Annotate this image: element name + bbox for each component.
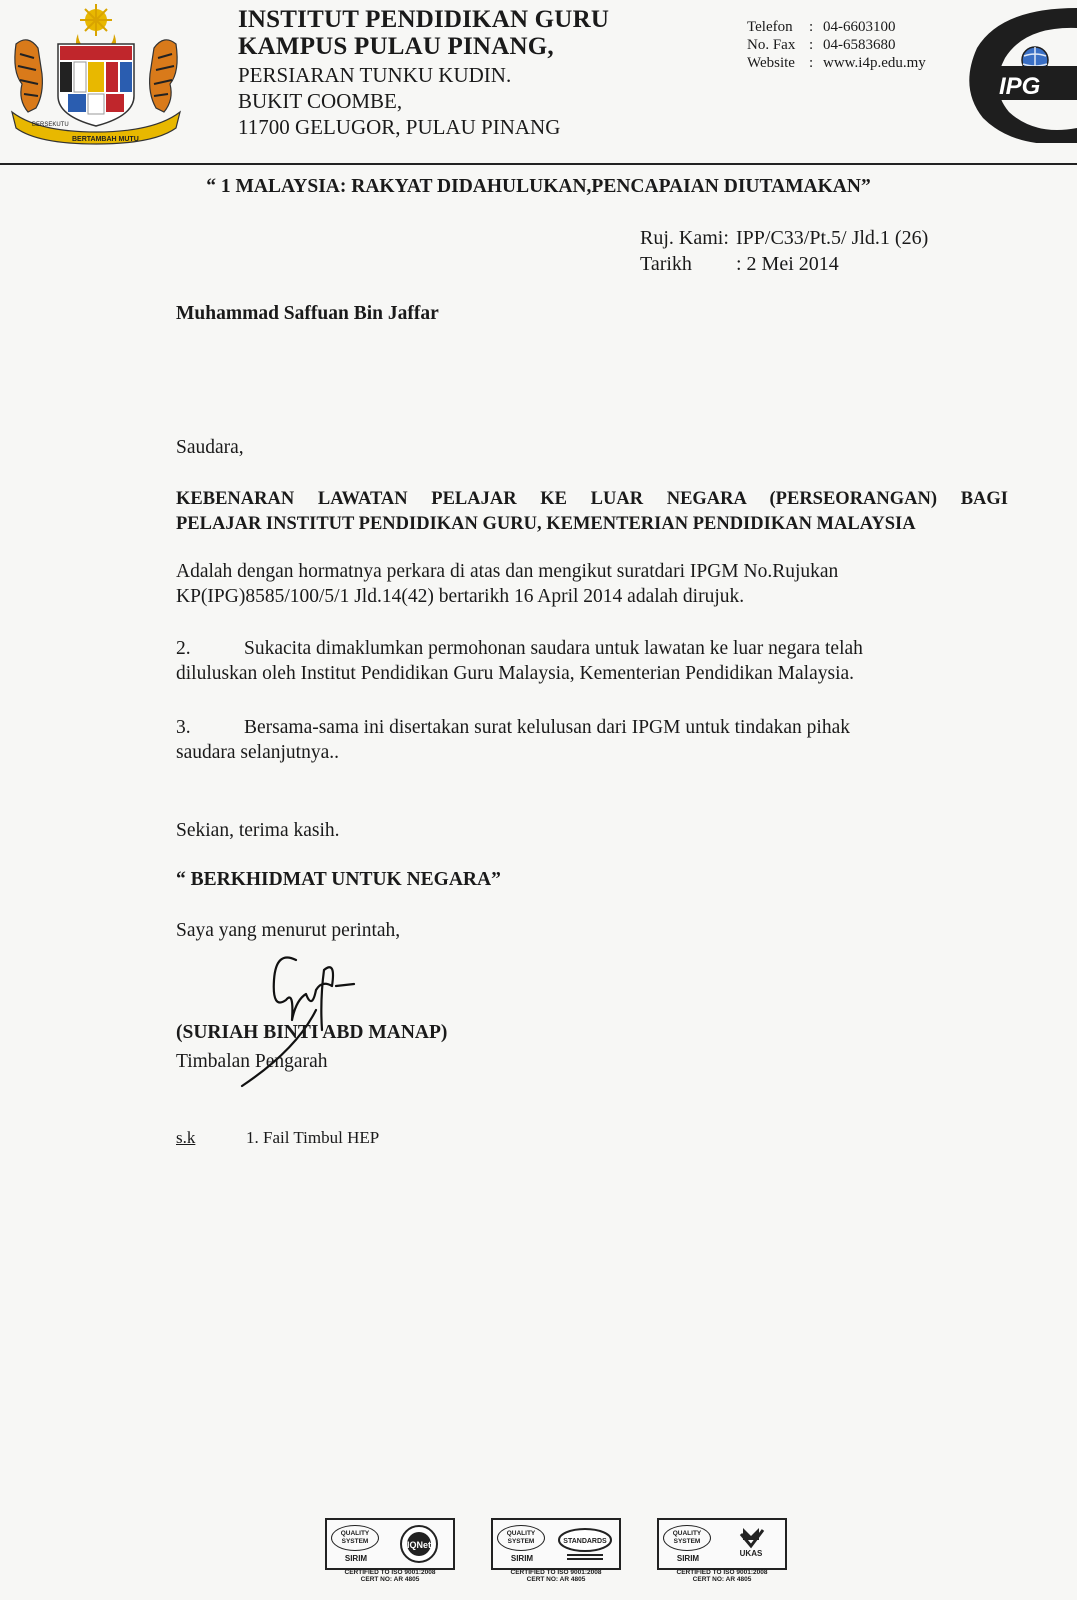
- telefon-value: 04-6603100: [823, 19, 896, 35]
- paragraph-1: [176, 559, 1008, 609]
- letterhead-divider: [0, 163, 1077, 165]
- carbon-copy-list: [176, 1128, 379, 1148]
- standards-malaysia-logo: [557, 1524, 613, 1564]
- malaysia-coat-of-arms-emblem: [8, 4, 184, 150]
- fax-label: No. Fax: [747, 37, 796, 53]
- ukas-logo: [723, 1524, 779, 1564]
- paragraph-3: [176, 715, 1008, 765]
- institution-name-line1: INSTITUT PENDIDIKAN GURU: [238, 6, 610, 33]
- recipient-name: Muhammad Saffuan Bin Jaffar: [176, 303, 439, 324]
- subject-line2: PELAJAR INSTITUT PENDIDIKAN GURU, KEMENTERIAN PENDIDIKAN MALAYSIA: [176, 514, 916, 534]
- institution-address: [238, 62, 560, 140]
- paragraph-2-line2: diluluskan oleh Institut Pendidikan Guru Malaysia, Kementerian Pendidikan Malaysia.: [176, 663, 855, 684]
- address-line2: BUKIT COOMBE,: [238, 89, 403, 113]
- website-label: Website: [747, 55, 795, 71]
- ipg-logo: [965, 8, 1077, 143]
- paragraph-3-line1: Bersama-sama ini disertakan surat kelulusan dari IPGM untuk tindakan pihak: [244, 717, 850, 738]
- paragraph-2: [176, 636, 1008, 686]
- cc-item: 1. Fail Timbul HEP: [246, 1128, 380, 1147]
- svg-text:UKAS: UKAS: [739, 1549, 763, 1558]
- institution-name: [238, 6, 609, 60]
- paragraph-2-line1: Sukacita dimaklumkan permohonan saudara untuk lawatan ke luar negara telah: [244, 638, 863, 659]
- service-slogan: “ BERKHIDMAT UNTUK NEGARA”: [176, 869, 501, 890]
- contact-block: Telefon : 04-6603100 No. Fax : 04-6583680 Website : www.i4p.edu.my: [747, 19, 926, 71]
- paragraph-3-line2: saudara selanjutnya..: [176, 742, 339, 763]
- tarikh-label: Tarikh: [640, 253, 692, 275]
- certification-badge-standards: QUALITY SYSTEM SIRIM STANDARDS CERTIFIED TO ISO 9001:2008 CERT NO: AR 4805: [491, 1518, 621, 1578]
- per-order-line: Saya yang menurut perintah,: [176, 920, 401, 941]
- paragraph-3-number: 3.: [176, 717, 191, 738]
- national-motto: “ 1 MALAYSIA: RAKYAT DIDAHULUKAN,PENCAPAIAN DIUTAMAKAN”: [206, 176, 871, 197]
- fax-value: 04-6583680: [823, 37, 896, 53]
- quality-system-mark: QUALITY SYSTEM SIRIM: [331, 1525, 383, 1563]
- paragraph-1-line2: KP(IPG)8585/100/5/1 Jld.14(42) bertarikh 16 April 2014 adalah dirujuk.: [176, 586, 745, 607]
- salutation: Saudara,: [176, 437, 244, 458]
- subject-line1: KEBENARAN LAWATAN PELAJAR KE LUAR NEGARA (PERSEORANGAN) BAGI: [176, 489, 1008, 509]
- institution-name-line2: KAMPUS PULAU PINANG,: [238, 33, 554, 60]
- certification-badge-ukas: QUALITY SYSTEM SIRIM UKAS CERTIFIED TO ISO 9001:2008 CERT NO: AR 4805: [657, 1518, 787, 1578]
- letter-subject: [176, 487, 1008, 537]
- svg-text:IQNet: IQNet: [406, 1540, 432, 1550]
- reference-block: [640, 225, 928, 277]
- tarikh-value: : 2 Mei 2014: [736, 253, 839, 275]
- paragraph-2-number: 2.: [176, 638, 191, 659]
- iqnet-logo: [391, 1524, 447, 1564]
- paragraph-1-line1: Adalah dengan hormatnya perkara di atas dan mengikut suratdari IPGM No.Rujukan: [176, 561, 839, 582]
- address-line1: PERSIARAN TUNKU KUDIN.: [238, 63, 512, 87]
- ruj-value: IPP/C33/Pt.5/ Jld.1 (26): [736, 227, 929, 249]
- cc-label: s.k: [176, 1128, 196, 1147]
- quality-system-mark: QUALITY SYSTEM SIRIM: [497, 1525, 549, 1563]
- signer-title: Timbalan Pengarah: [176, 1051, 328, 1072]
- quality-system-mark: QUALITY SYSTEM SIRIM: [663, 1525, 715, 1563]
- svg-text:IPG: IPG: [999, 73, 1041, 100]
- svg-text:STANDARDS: STANDARDS: [563, 1538, 607, 1545]
- telefon-label: Telefon: [747, 19, 793, 35]
- svg-text:BERTAMBAH MUTU: BERTAMBAH MUTU: [72, 136, 139, 143]
- certification-badge-iqnet: QUALITY SYSTEM SIRIM IQNet CERTIFIED TO ISO 9001:2008 CERT NO: AR 4805: [325, 1518, 455, 1578]
- address-line3: 11700 GELUGOR, PULAU PINANG: [238, 115, 561, 139]
- ruj-label: Ruj. Kami:: [640, 227, 729, 249]
- website-value: www.i4p.edu.my: [823, 55, 926, 71]
- closing-line: Sekian, terima kasih.: [176, 820, 340, 841]
- svg-text:BERSEKUTU: BERSEKUTU: [32, 122, 69, 128]
- signer-name: (SURIAH BINTI ABD MANAP): [176, 1022, 448, 1043]
